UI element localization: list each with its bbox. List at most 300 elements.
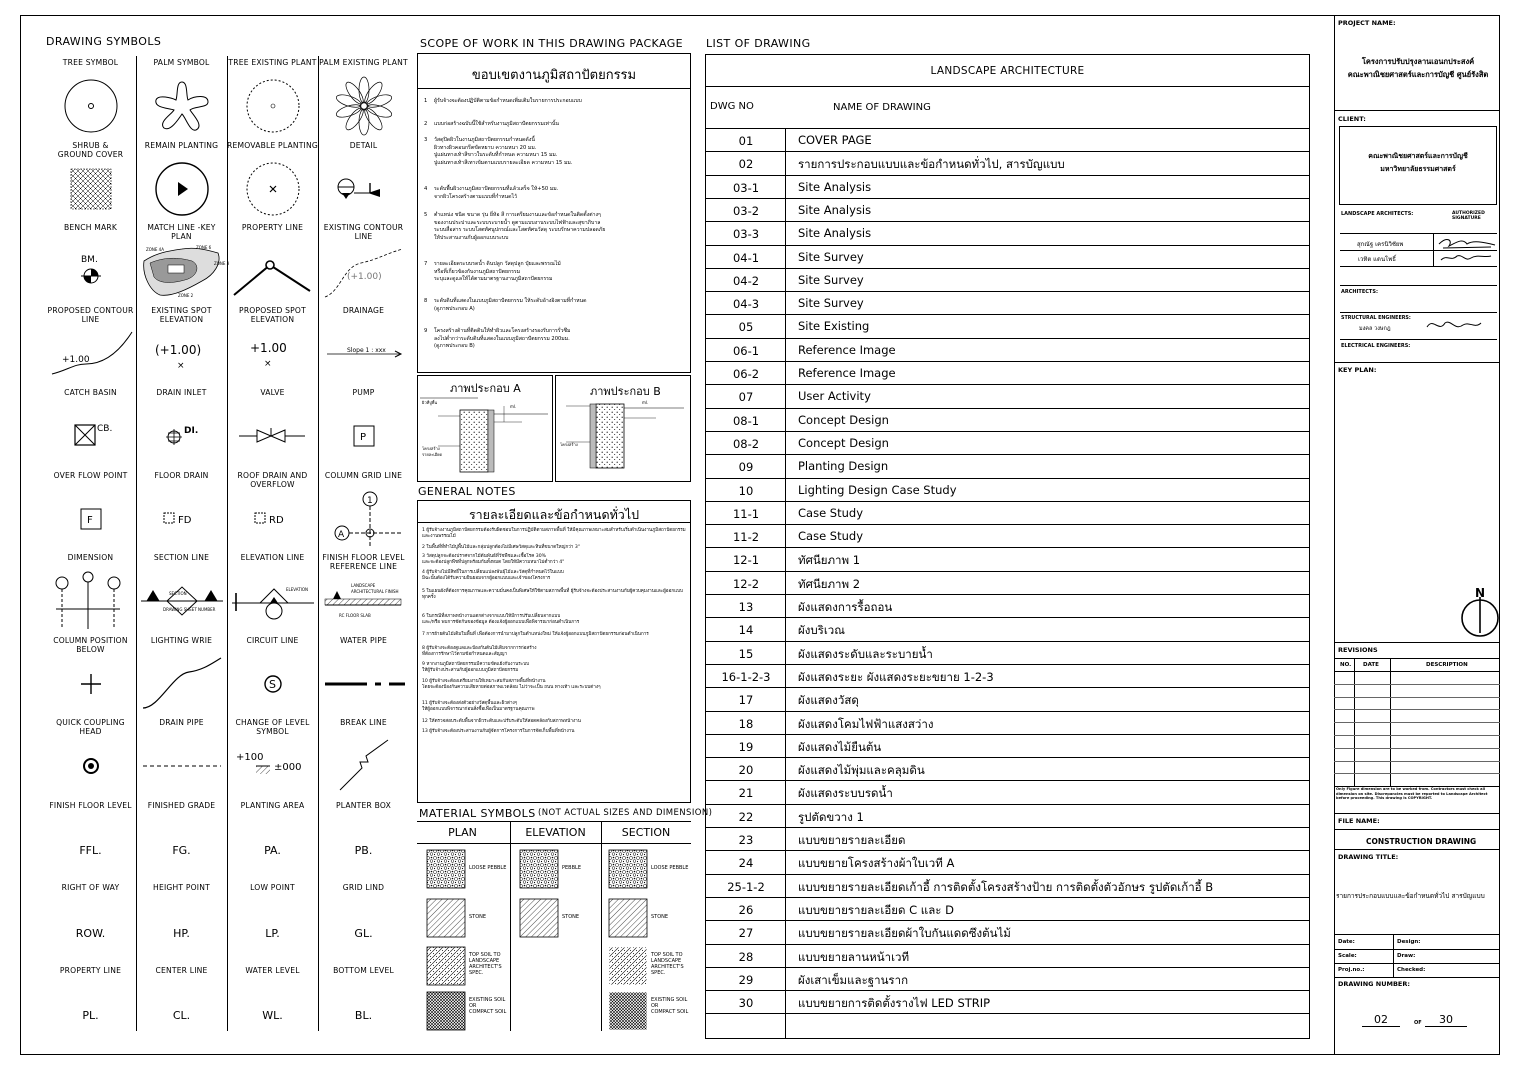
drawing-list-row [706, 524, 1309, 548]
client-box [1339, 126, 1497, 205]
symbol-label: BOTTOM LEVEL [333, 965, 394, 975]
revision-row-line [1334, 748, 1500, 749]
symbol-graphic [136, 823, 227, 879]
client-line-2: มหาวิทยาลัยธรรมศาสตร์ [1380, 165, 1456, 173]
symbol-label: CIRCUIT LINE [246, 635, 299, 645]
drawing-list-row [706, 198, 1309, 222]
detail-icon [334, 169, 394, 213]
sheet-number: 02 [1362, 1014, 1400, 1027]
note-item: 11 ผู้รับจ้างจะต้องส่งตัวอย่างวัสดุพื้นและผิวต่างๆ ให้ผู้ออกแบบพิจารณาก่อนสั่งซื้อเพื่อเป็นมาตรฐานคุณภาพ [422, 701, 535, 712]
drawing-list-row [706, 128, 1309, 152]
drawing-name: ทัศนียภาพ 1 [798, 553, 861, 568]
valve-icon [233, 416, 313, 460]
drawing-name: แบบขยายโครงสร้างผ้าใบเวที A [798, 856, 955, 871]
drawing-number: 23 [738, 833, 754, 847]
symbol-label: GRID LIND [342, 883, 385, 892]
symbol-label: ELEVATION LINE [240, 553, 305, 562]
symbol-cell [136, 471, 227, 553]
drawing-name: ผังแสดงวัสดุ [798, 693, 859, 708]
elevation-line-icon [230, 571, 316, 635]
drawing-number: 05 [738, 320, 754, 335]
drawing-list-title: LIST OF DRAWING [706, 37, 811, 50]
drawing-number: 06-2 [732, 367, 760, 381]
symbol-cell [45, 801, 136, 883]
drawing-title-label: DRAWING TITLE: [1338, 853, 1399, 861]
svg-text:RC FLOOR SLAB: RC FLOOR SLAB [338, 613, 371, 618]
drawing-list-row [706, 268, 1309, 292]
symbol-label: BENCH MARK [63, 223, 118, 232]
client-label: CLIENT: [1338, 115, 1366, 123]
drawing-name: รายการประกอบแบบและข้อกำหนดทั่วไป, สารบัญแบบ [798, 157, 1065, 172]
removable-planting-icon [243, 159, 303, 223]
scope-item-number: 8 [424, 298, 428, 304]
note-item: 1 ผู้รับจ้างงานภูมิสถาปัตยกรรมต้องรับผิดชอบในการปฏิบัติตามสภาพพื้นที่ ให้มีคุณภาพเหมาะสมสำหรับเริ่มดำเนินงานภูมิสถาปัตยกรรมและงานพรรณไม้ [422, 528, 686, 539]
symbol-graphic [45, 988, 136, 1044]
scope-item-number: 9 [424, 328, 428, 334]
symbol-cell [45, 471, 136, 553]
scope-item-text: แบบก่อสร้างฉบับนี้ใช้สำหรับงานภูมิสถาปัตยกรรมเท่านั้น [434, 121, 559, 127]
symbol-graphic [136, 410, 227, 466]
scope-title: SCOPE OF WORK IN THIS DRAWING PACKAGE [420, 37, 683, 50]
material-swatch [426, 946, 466, 986]
svg-text:ml.: ml. [510, 404, 517, 409]
symbol-label: PROPOSED SPOT ELEVATION [239, 305, 306, 324]
symbol-cell [136, 388, 227, 470]
symbol-cell [45, 306, 136, 388]
drawing-number: 14 [738, 623, 754, 638]
symbol-cell [227, 553, 318, 635]
drawing-list-table [705, 54, 1310, 1039]
tree-icon [61, 76, 121, 140]
symbol-cell [136, 966, 227, 1048]
drawing-list-row [706, 827, 1309, 851]
note-item: 9 หากงานภูมิสถาปัตยกรรมมีความขัดแย้งกับงานระบบ ให้ผู้รับจ้างประสานกับผู้ออกแบบภูมิสถาปัตยกรรม [422, 662, 530, 673]
structural-person: มงคล วงษกฎ [1359, 326, 1391, 332]
symbol-graphic [136, 80, 227, 136]
note-item: 13 ผู้รับจ้างจะต้องประสานงานกับผู้จัดการโครงการในการจัดเก็บพื้นที่หน้างาน [422, 729, 575, 734]
drawing-list-row [706, 711, 1309, 735]
drawing-name: Site Survey [798, 272, 864, 287]
material-label: STONE [562, 914, 580, 920]
symbol-cell [136, 553, 227, 635]
svg-text:×: × [176, 360, 185, 371]
svg-text:BM.: BM. [80, 255, 98, 265]
material-swatch [608, 849, 648, 889]
drawing-number: 04-1 [732, 250, 760, 265]
drawing-number: 15 [738, 646, 754, 661]
palm-existing-icon [334, 76, 394, 140]
palm-icon [150, 76, 214, 140]
dimension-icon [48, 571, 134, 635]
symbol-label: VALVE [260, 388, 285, 397]
symbol-abbreviation: GL. [354, 926, 373, 940]
scope-item-number: 7 [424, 261, 428, 267]
symbol-abbreviation: FG. [172, 844, 191, 857]
drawing-list-row [706, 408, 1309, 432]
symbol-graphic [45, 823, 136, 879]
drawing-number: 30 [738, 996, 754, 1011]
svg-text:S: S [268, 677, 276, 691]
drawing-list-row [706, 431, 1309, 455]
symbol-label: DETAIL [349, 140, 378, 150]
drawing-name: แบบขยายรายละเอียด [798, 833, 906, 847]
drawing-list-row [706, 594, 1309, 618]
note-item: 8 ผู้รับจ้างจะต้องดูแลและป้องกันต้นไม้เดิมจากการก่อสร้าง ที่ต้องการรักษาไว้ตามข้อกำหนดและสัญญา [422, 646, 537, 657]
note-item: 10 ผู้รับจ้างจะต้องเตรียมงานให้เหมาะสมกับสภาพพื้นที่หน้างาน โดยจะต้องป้องกันความเสียหายต่อสภาพแวดล้อม ไม่ว่าจะเป็น ถนน ทางเท้า และระบบต่างๆ [422, 679, 601, 690]
symbol-graphic [227, 823, 318, 879]
drawing-number: 29 [738, 972, 754, 987]
drainage-icon [321, 324, 407, 388]
drawing-number: 11-1 [732, 506, 760, 521]
svg-text:ZONE 3: ZONE 3 [213, 261, 229, 266]
lighting-wire-icon [139, 654, 225, 718]
drawing-number: 18 [738, 716, 754, 731]
key-plan-label: KEY PLAN: [1338, 366, 1377, 374]
landscape-person-1: สุกณัฐ เครนิวิชัยพ [1357, 241, 1404, 248]
symbol-graphic [227, 163, 318, 219]
scope-item-text: ตำแหน่ง ชนิด ขนาด รุ่น ยี่ห้อ สี การเตรียมงานและข้อกำหนดในติดตั้งต่างๆ ของงานประปาและระบบระบายน้ำ ดูตามแบบงานระบบไฟฟ้าและสุขาภิบาล ระบบสื่อสาร ระบบโสตทัศนูปกรณ์และโสตทัศนวัสดุ ระบบรักษาความปลอดภัย ให้ประสานงานกับผู้ออกแบบระบบ [434, 212, 606, 241]
floor-drain-icon [152, 499, 212, 543]
signature-landscape [1433, 232, 1503, 268]
figure-a-drawing [418, 376, 554, 483]
drawing-name: Site Analysis [798, 179, 872, 194]
symbol-cell [136, 223, 227, 305]
drawing-list-row [706, 361, 1309, 385]
symbol-cell [227, 58, 318, 140]
structural-engineers-label: STRUCTURAL ENGINEERS: [1341, 316, 1411, 321]
draw-label: Draw: [1397, 953, 1416, 959]
scope-item-text: โครงสร้างด้านที่ติดดินให้ทำผิวและโครงสร้างรองรับการรั่วซึม ลงไปต่ำกว่าระดับดินที่แสดงในแบบภูมิสถาปัตยกรรม 200มม. (ดูภาพประกอบ B) [434, 328, 571, 350]
date-label: Date: [1338, 939, 1355, 945]
symbol-cell [318, 966, 409, 1048]
symbol-label: PLANTER BOX [336, 800, 391, 810]
symbol-graphic [136, 658, 227, 714]
symbol-cell [318, 553, 409, 635]
drawing-number: 13 [738, 600, 754, 614]
drawing-name: แบบขยายรายละเอียดเก้าอี้ การติดตั้งโครงสร้างป้าย การติดตั้งตัวอักษร รูปตัดเก้าอี้ B [798, 879, 1214, 894]
symbol-graphic [318, 905, 409, 961]
svg-text:ARCHITECTURAL FINISH: ARCHITECTURAL FINISH [350, 589, 398, 594]
svg-text:(+1.00): (+1.00) [154, 342, 201, 357]
drawing-list-row [706, 338, 1309, 362]
drawing-number: 17 [738, 693, 754, 708]
symbol-graphic [318, 823, 409, 879]
scope-item-text: วัสดุปิดผิวในงานภูมิสถาปัตยกรรมกำหนดดังนี้ ผิวทางผิวคอนกรีตขัดหยาบ ความหนา 20 มม. ปูแผ่นทางเท้าสีขาวในระดับที่กำหนด ความหนา 15 มม. ปูแผ่นทางเท้าสีเทาเข้มตามแบบรายละเอียด ความหนา 15 มม. [434, 137, 573, 166]
drawing-name: Case Study [798, 529, 864, 544]
drawing-number: 03-3 [732, 227, 760, 242]
svg-text:1: 1 [366, 495, 373, 506]
symbol-cell [227, 801, 318, 883]
drawing-name: Site Survey [798, 296, 864, 311]
revision-row-line [1334, 684, 1500, 685]
revision-row-line [1334, 735, 1500, 736]
material-column-section: SECTION [621, 826, 671, 839]
svg-text:×: × [263, 358, 272, 369]
material-column-plan: PLAN [448, 826, 477, 839]
symbol-cell [136, 306, 227, 388]
symbol-abbreviation: WL. [262, 1009, 283, 1022]
section-line-icon [139, 571, 225, 635]
symbol-label: FINISHED GRADE [147, 800, 216, 810]
drawing-number: 25-1-2 [727, 879, 765, 894]
symbol-abbreviation: LP. [265, 926, 280, 940]
symbol-graphic [45, 493, 136, 549]
symbol-abbreviation: CL. [172, 1009, 191, 1022]
symbol-graphic [45, 575, 136, 631]
revision-row-line [1334, 761, 1500, 762]
architects-label: ARCHITECTS: [1341, 289, 1378, 295]
symbol-graphic [136, 575, 227, 631]
symbol-cell [136, 801, 227, 883]
drawing-list-row [706, 221, 1309, 245]
svg-text:ml.: ml. [642, 400, 649, 405]
disclaimer-text: Only Figure dimension are to be worked from. Contractors must check all dimension on site. Discrepancies must be reported to Landscape Architect before proceeding. This drawing is COPYRIGHT. [1336, 787, 1488, 801]
svg-text:F: F [86, 514, 93, 526]
symbol-label: DRAINAGE [342, 305, 385, 315]
symbol-cell [318, 801, 409, 883]
drawing-list-end-line [706, 1013, 1309, 1014]
overflow-icon [71, 499, 111, 543]
drawing-symbols-title: DRAWING SYMBOLS [46, 35, 162, 48]
symbol-graphic [318, 80, 409, 136]
svg-text:ZONE 2: ZONE 2 [177, 293, 193, 298]
drawing-number: 22 [738, 809, 754, 824]
symbol-cell [45, 141, 136, 223]
symbol-abbreviation: ROW. [75, 926, 106, 940]
drawing-number: 28 [738, 949, 754, 964]
drawing-number: 07 [738, 390, 754, 405]
symbol-label: CHANGE OF LEVEL SYMBOL [235, 718, 310, 736]
symbol-label: REMOVABLE PLANTING [227, 140, 318, 150]
symbol-label: QUICK COUPLING HEAD [56, 718, 125, 736]
key-plan-icon [138, 241, 229, 305]
drawing-number: 21 [738, 786, 754, 801]
checked-label: Checked: [1397, 967, 1426, 973]
symbol-abbreviation: HP. [173, 926, 190, 940]
scope-item-number: 3 [424, 137, 428, 143]
symbol-label: TREE SYMBOL [62, 58, 119, 67]
scope-item-number: 5 [424, 212, 428, 218]
symbol-graphic [227, 575, 318, 631]
symbol-graphic [318, 163, 409, 219]
svg-text:ZONE 6: ZONE 6 [195, 245, 211, 250]
symbol-label: HEIGHT POINT [153, 883, 210, 892]
drawing-name: แบบขยายรายละเอียด C และ D [798, 902, 954, 917]
drawing-list-row [706, 617, 1309, 641]
drawing-name: Lighting Design Case Study [798, 482, 957, 497]
drawing-list-row [706, 850, 1309, 874]
grid-line-icon [324, 489, 404, 553]
symbol-cell [318, 718, 409, 800]
symbol-cell [318, 883, 409, 965]
symbol-label: REMAIN PLANTING [144, 140, 219, 150]
drawing-list-row [706, 687, 1309, 711]
symbol-label: PROPERTY LINE [241, 223, 304, 232]
drawing-list-row [706, 944, 1309, 968]
scope-item-text: รายละเอียดระบบรดน้ำ ดินปลูก วัสดุปลูก ปุ๋ยและพรรณไม้ หรือที่เกี่ยวข้องกับงานภูมิสถาปัตยกรรม ระบุและดูแลให้ได้ตามมาตรฐานงานภูมิสถาปัตยกรรม [434, 261, 561, 283]
drawing-name: Site Survey [798, 249, 864, 264]
drawing-number: 04-2 [732, 273, 760, 288]
rev-col-date: DATE [1363, 662, 1379, 668]
symbol-graphic [136, 493, 227, 549]
figure-a-title: ภาพประกอบ A [450, 382, 521, 395]
symbol-graphic [318, 740, 409, 796]
drawing-number: 04-3 [732, 297, 760, 312]
signature-structural [1425, 315, 1485, 339]
drawing-number: 03-2 [732, 203, 760, 218]
symbol-label: LIGHTING WRIE [150, 635, 213, 645]
drawing-name: ผังแสดงโคมไฟฟ้าแสงสว่าง [798, 716, 934, 731]
drawing-number: 09 [738, 460, 754, 475]
symbol-label: PROPOSED CONTOUR LINE [47, 305, 134, 324]
scale-label: Scale: [1338, 953, 1357, 959]
figure-b-title: ภาพประกอบ B [590, 385, 661, 398]
symbol-cell [227, 223, 318, 305]
drawing-number: 01 [738, 134, 754, 148]
drawing-number: 12-2 [732, 576, 760, 591]
material-swatch [519, 898, 559, 938]
drawing-list-row [706, 547, 1309, 571]
scope-box [417, 53, 691, 373]
drawing-list-row [706, 478, 1309, 502]
scope-item-text: ผู้รับจ้างจะต้องปฏิบัติตามข้อกำหนดเพิ่มเติมในรายการประกอบแบบ [434, 98, 582, 104]
material-column-elevation: ELEVATION [525, 826, 586, 839]
symbol-label: OVER FLOW POINT [53, 470, 128, 480]
symbol-graphic [136, 988, 227, 1044]
symbol-label: PALM EXISTING PLANT [319, 58, 408, 67]
project-name-line-1: โครงการปรับปรุงลานเอนกประสงค์ [1361, 57, 1475, 66]
symbol-label: SECTION LINE [153, 553, 210, 562]
symbol-graphic [227, 740, 318, 796]
revision-row-line [1334, 697, 1500, 698]
drawing-number: 08-1 [732, 413, 760, 428]
drawing-name: Planting Design [798, 459, 889, 474]
symbol-cell [136, 718, 227, 800]
drawing-name: ผังแสดงระดับและระบายน้ำ [798, 646, 933, 661]
symbol-graphic [227, 493, 318, 549]
symbol-cell [318, 636, 409, 718]
svg-text:RD: RD [268, 514, 284, 526]
symbol-graphic [136, 740, 227, 796]
symbol-graphic [45, 80, 136, 136]
rev-col-no: NO. [1340, 662, 1352, 668]
drawing-name: ผังบริเวณ [798, 623, 845, 638]
drawing-name: ผังเสาเข็มและฐานราก [798, 972, 909, 987]
scope-item-number: 2 [424, 121, 428, 127]
symbol-graphic [318, 658, 409, 714]
symbol-graphic [227, 988, 318, 1044]
drawing-number: 06-1 [732, 343, 760, 358]
authorized-signature-label: AUTHORIZED SIGNATURE [1452, 211, 1485, 221]
drawing-name: Concept Design [798, 412, 889, 427]
symbol-label: EXISTING CONTOUR LINE [323, 223, 404, 241]
symbol-cell [227, 636, 318, 718]
material-label: TOP SOIL TO LANDSCAPE ARCHITECT'S SPEC. [469, 952, 502, 976]
symbol-cell [318, 306, 409, 388]
material-swatch [426, 849, 466, 889]
title-block-divider [1334, 15, 1335, 1055]
symbol-cell [136, 58, 227, 140]
col-dwg-no: DWG NO [710, 101, 754, 112]
material-swatch [426, 898, 466, 938]
drawing-name: Reference Image [798, 366, 896, 380]
symbol-cell [136, 883, 227, 965]
symbol-label: CENTER LINE [155, 965, 208, 975]
drawing-number: 12-1 [732, 553, 760, 568]
drawing-name: User Activity [798, 389, 871, 404]
electrical-engineers-label: ELECTRICAL ENGINEERS: [1341, 343, 1411, 349]
file-name-label: FILE NAME: [1338, 817, 1380, 825]
scope-item-number: 4 [424, 186, 428, 192]
symbol-label: PROPERTY LINE [59, 965, 122, 975]
sheet-total: 30 [1425, 1014, 1467, 1027]
symbol-label: BREAK LINE [340, 718, 387, 727]
symbol-graphic [227, 658, 318, 714]
drawing-name: ผังแสดงการรื้อถอน [798, 600, 893, 614]
symbol-cell [227, 388, 318, 470]
notes-heading: รายละเอียดและข้อกำหนดทั่วไป [468, 507, 640, 522]
symbol-cell [318, 58, 409, 140]
landscape-architects-label: LANDSCAPE ARCHITECTS: [1341, 211, 1414, 217]
north-label: N [1475, 586, 1486, 600]
material-label: STONE [469, 914, 487, 920]
symbol-label: CATCH BASIN [64, 388, 117, 397]
rev-col-description: DESCRIPTION [1426, 662, 1468, 668]
material-label: STONE [651, 914, 669, 920]
symbol-label: RIGHT OF WAY [61, 883, 120, 892]
symbol-graphic [45, 245, 136, 301]
drawing-title-value: รายการประกอบแบบและข้อกำหนดทั่วไป สารบัญแบบ [1336, 892, 1485, 900]
drawing-list-row [706, 967, 1309, 991]
material-label: LOOSE PEBBLE [469, 865, 507, 871]
drawing-number: 24 [738, 856, 754, 871]
drawing-name: COVER PAGE [798, 133, 872, 147]
drawing-name: Case Study [798, 505, 864, 520]
note-item: 6 ในกรณีที่สภาพหน้างานแตกต่างจากแบบให้มีการปรับเปลี่ยนจากแบบ และ/หรือ พบการขัดกันของข้อมูล ต้องแจ้งผู้ออกแบบเพื่อพิจารณาก่อนดำเนินการ [422, 614, 580, 625]
symbol-label: ROOF DRAIN AND OVERFLOW [237, 470, 308, 489]
svg-text:P: P [359, 432, 366, 443]
roof-drain-icon [243, 499, 303, 543]
note-item: 12 ให้ตรวจสอบระดับพื้นจากผิวระดับและปรับระดับให้สอดคล้องกับสภาพหน้างาน [422, 719, 581, 724]
drawing-number: 11-2 [732, 530, 760, 545]
svg-text:ผิวที่ปูพื้น: ผิวที่ปูพื้น [422, 400, 438, 405]
symbol-label: TREE EXISTING PLANT [228, 58, 317, 67]
symbol-abbreviation: PA. [264, 844, 281, 857]
symbol-cell [45, 388, 136, 470]
symbol-graphic [318, 493, 409, 549]
symbol-graphic [227, 410, 318, 466]
design-label: Design: [1397, 939, 1421, 945]
figure-b [555, 375, 691, 482]
symbol-cell [227, 883, 318, 965]
note-item: 3 วัสดุปลูกจะต้องปราศจากไม้ต้นพันธ์ที่วัชพืชและเชื้อโรค 30% และจะต้องปลูกพืชที่ปลูกพร้อมกันทั้งหมด โดยให้มีความหนาไม่ต่ำกว่า 4" [422, 554, 565, 565]
material-swatch [426, 991, 466, 1031]
drawing-name: รูปตัดขวาง 1 [798, 809, 864, 824]
drawing-name: ผังแสดงระบบรดน้ำ [798, 786, 893, 801]
landscape-person-2: เวทิต แดนโพธิ์ [1358, 256, 1396, 263]
symbol-cell [318, 388, 409, 470]
shrub-icon [68, 166, 114, 216]
drawing-list-row [706, 291, 1309, 315]
symbol-cell [227, 966, 318, 1048]
drawing-list-row [706, 501, 1309, 525]
of-label: OF [1414, 1020, 1422, 1026]
drawing-list-row [706, 314, 1309, 338]
drawing-list-row [706, 780, 1309, 804]
material-label: TOP SOIL TO LANDSCAPE ARCHITECT'S SPEC. [651, 952, 684, 976]
symbol-graphic [227, 905, 318, 961]
ffl-reference-icon [321, 571, 407, 635]
